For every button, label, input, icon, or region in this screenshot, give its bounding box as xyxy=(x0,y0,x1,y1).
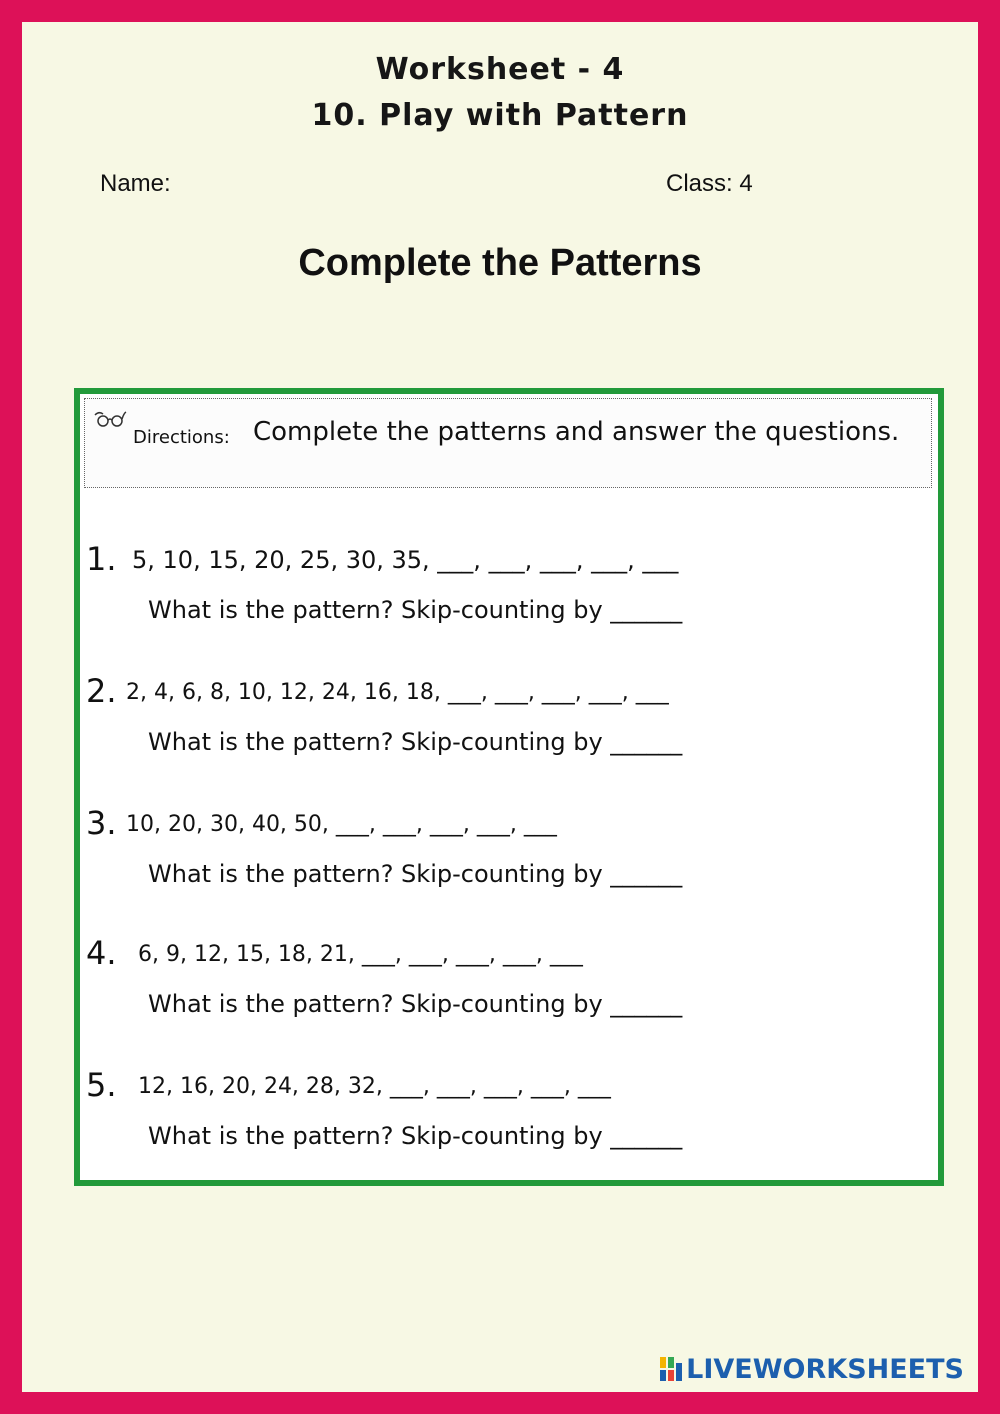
question-prompt: What is the pattern? Skip-counting by ______ xyxy=(148,596,683,624)
liveworksheets-logo xyxy=(660,1354,964,1384)
question-sequence: 12, 16, 20, 24, 28, 32, ___, ___, ___, ___, ___ xyxy=(138,1074,611,1099)
question-number: 4. xyxy=(86,934,117,972)
worksheet-page xyxy=(22,22,978,1392)
question-prompt: What is the pattern? Skip-counting by ______ xyxy=(148,1122,683,1150)
chapter-title: 10. Play with Pattern xyxy=(311,98,689,133)
question-number: 3. xyxy=(86,804,117,842)
question-number: 1. xyxy=(86,540,117,578)
liveworksheets-logo-icon xyxy=(660,1357,682,1381)
question-prompt: What is the pattern? Skip-counting by ______ xyxy=(148,728,683,756)
glasses-icon xyxy=(93,409,127,429)
worksheet-number: Worksheet - 4 xyxy=(375,52,625,87)
question-number: 2. xyxy=(86,672,117,710)
directions-label: Directions: xyxy=(133,427,230,448)
directions-panel xyxy=(84,398,932,488)
directions-text: Complete the patterns and answer the questions. xyxy=(253,417,900,447)
question-sequence: 5, 10, 15, 20, 25, 30, 35, ___, ___, ___, ___, ___ xyxy=(132,546,679,574)
brand-name: LIVEWORKSHEETS xyxy=(686,1353,964,1385)
question-sequence: 2, 4, 6, 8, 10, 12, 24, 16, 18, ___, ___, ___, ___, ___ xyxy=(126,680,669,705)
question-prompt: What is the pattern? Skip-counting by ______ xyxy=(148,990,683,1018)
exercise-box xyxy=(74,388,944,1186)
page-heading: Complete the Patterns xyxy=(298,242,702,284)
question-sequence: 10, 20, 30, 40, 50, ___, ___, ___, ___, ___ xyxy=(126,812,557,837)
question-prompt: What is the pattern? Skip-counting by ______ xyxy=(148,860,683,888)
class-label: Class: 4 xyxy=(666,170,753,197)
question-number: 5. xyxy=(86,1066,117,1104)
question-sequence: 6, 9, 12, 15, 18, 21, ___, ___, ___, ___, ___ xyxy=(138,942,583,967)
name-label: Name: xyxy=(100,170,171,197)
